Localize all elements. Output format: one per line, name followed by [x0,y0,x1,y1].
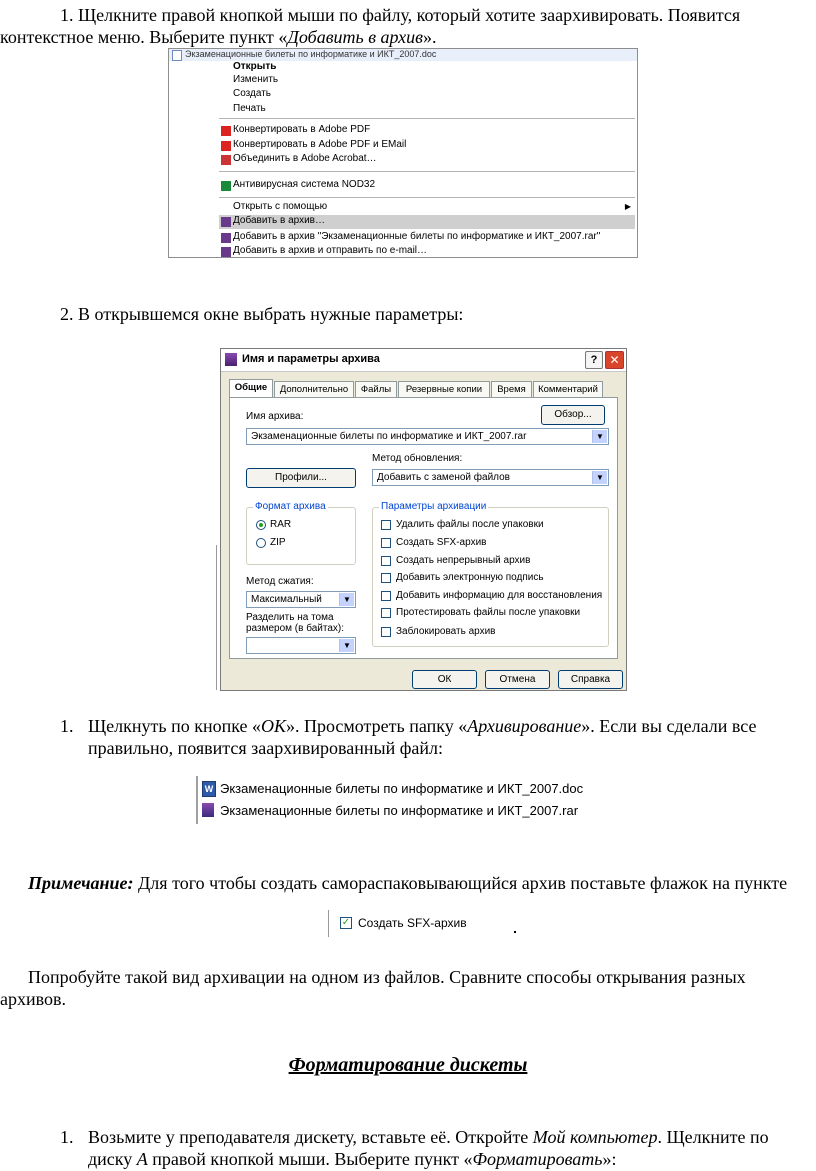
checkbox-lock-label: Заблокировать архив [396,626,496,637]
note-text: Для того чтобы создать самораспаковывающийся архив поставьте флажок на пункте [133,873,788,893]
step1-emphasis: Добавить в архив [287,27,423,47]
menu-item-open-with[interactable]: Открыть с помощью [233,201,328,212]
radio-zip-label: ZIP [270,537,286,548]
checkbox-delete-files[interactable] [381,520,391,530]
nod32-icon [221,181,231,191]
file-label: Экзаменационные билеты по информатике и ИКТ_2007.doc [185,49,437,59]
checkbox-test[interactable] [381,608,391,618]
step4-text-a: Возьмите у преподавателя дискету, вставьте её. Откройте [88,1127,533,1147]
note-label: Примечание: [28,873,134,893]
word-doc-icon: W [202,781,216,797]
try-paragraph: Попробуйте такой вид архивации на одном из файлов. Сравните способы открывания разных архивов. [0,967,746,1009]
update-method-value: Добавить с заменой файлов [377,472,510,483]
format-group [246,501,356,565]
step3-em-folder: Архивирование [467,716,582,736]
step3-number: 1. [60,716,74,736]
step3-text-b: ». Просмотреть папку « [285,716,468,736]
sfx-left-line [328,910,329,937]
step4-number: 1. [60,1127,74,1147]
close-icon[interactable]: ✕ [605,351,624,369]
chevron-down-icon[interactable]: ▼ [592,430,607,443]
file-rar[interactable]: Экзаменационные билеты по информатике и ИКТ_2007.rar [220,803,579,818]
step4-text-b: . Щелкните по диску [88,1127,769,1169]
acrobat-icon [221,155,231,165]
step3-em-ok: ОК [261,716,286,736]
params-group-title: Параметры архивации [381,501,487,512]
winrar-icon [221,217,231,227]
checkbox-delete-files-label: Удалить файлы после упаковки [396,519,544,530]
tab-comment[interactable]: Комментарий [533,381,603,397]
pdf-email-icon [221,141,231,151]
help-button[interactable]: Справка [558,670,623,689]
menu-item-edit[interactable]: Изменить [233,74,279,85]
profiles-button[interactable]: Профили... [246,468,356,488]
step4-text-c: правой кнопкой мыши. Выберите пункт « [147,1149,473,1169]
archive-name-value: Экзаменационные билеты по информатике и ИКТ_2007.rar [251,431,527,442]
menu-item-add-archive[interactable]: Добавить в архив… [233,215,325,226]
checkbox-signature[interactable] [381,573,391,583]
tab-panel [229,397,618,659]
tab-files[interactable]: Файлы [355,381,397,397]
checkbox-test-label: Протестировать файлы после упаковки [396,607,581,618]
file-margin-line [196,776,198,824]
help-icon[interactable]: ? [585,351,603,369]
radio-rar-label: RAR [270,519,292,530]
update-method-label: Метод обновления: [372,453,463,464]
file-doc[interactable]: Экзаменационные билеты по информатике и ИКТ_2007.doc [220,781,584,796]
step2-paragraph: 2. В открывшемся окне выбрать нужные параметры: [60,304,464,324]
checkbox-signature-label: Добавить электронную подпись [396,572,544,583]
dialog-title: Имя и параметры архива [242,353,380,365]
tab-backup[interactable]: Резервные копии [398,381,490,397]
checkbox-solid-label: Создать непрерывный архив [396,555,531,566]
update-method-select[interactable] [372,469,609,486]
compression-select[interactable] [246,591,356,608]
winrar-icon [221,233,231,243]
winrar-archive-icon [202,803,214,817]
split-label: Разделить на тома размером (в байтах): [246,612,345,634]
ok-button[interactable]: ОК [412,670,477,689]
context-menu [168,48,638,258]
split-select[interactable] [246,637,356,654]
winrar-icon [221,247,231,257]
step3-text-a: Щелкнуть по кнопке « [88,716,262,736]
step1-paragraph [0,4,800,48]
compression-label: Метод сжатия: [246,576,314,587]
dialog-titlebar [221,349,626,372]
menu-item-new[interactable]: Создать [233,88,272,99]
archive-name-field[interactable] [246,428,609,445]
step4-text-d: »: [602,1149,617,1169]
menu-item-open[interactable]: Открыть [233,61,277,72]
step1-text: 1. Щелкните правой кнопкой мыши по файлу, который хотите заархивировать. Появится контекстное меню. Выберите пункт « [0,5,741,47]
params-group [372,501,609,647]
chevron-down-icon[interactable]: ▼ [592,471,607,484]
menu-separator [219,171,635,172]
tab-general[interactable]: Общие [229,379,273,397]
sfx-checkbox-image [328,910,513,937]
menu-separator [219,197,635,198]
winrar-icon [225,353,237,366]
menu-item-combine-acrobat[interactable]: Объединить в Adobe Acrobat… [233,153,377,164]
tab-time[interactable]: Время [491,381,532,397]
cancel-button[interactable]: Отмена [485,670,550,689]
checkbox-recovery-label: Добавить информацию для восстановления [396,590,603,601]
note-paragraph [0,872,800,894]
step3-text-c: ». Если вы сделали все правильно, появится заархивированный файл: [88,716,757,758]
step1-end: ». [422,27,437,47]
step4-em-format: Форматировать [472,1149,603,1169]
step4-em-computer: Мой компьютер [532,1127,658,1147]
file-icon [172,50,182,61]
files-list [196,776,616,824]
step3-paragraph [88,715,808,759]
menu-item-add-archive-email[interactable]: Добавить в архив и отправить по e-mail… [233,245,428,256]
left-margin-line [216,545,217,690]
radio-rar[interactable] [256,520,266,530]
compression-value: Максимальный [251,594,322,605]
chevron-down-icon[interactable]: ▼ [339,593,354,606]
menu-separator [219,118,635,119]
checkbox-sfx[interactable] [381,538,391,548]
menu-item-nod32[interactable]: Антивирусная система NOD32 [233,179,376,190]
format-group-title: Формат архива [255,501,326,512]
sfx-checkbox-label: Создать SFX-архив [358,916,467,930]
checkbox-solid[interactable] [381,556,391,566]
menu-item-convert-pdf-email[interactable]: Конвертировать в Adobe PDF и EMail [233,139,407,150]
menu-item-add-archive-named[interactable]: Добавить в архив "Экзаменационные билеты по информатике и ИКТ_2007.rar" [233,231,601,242]
submenu-arrow-icon: ▶ [624,202,631,211]
archive-dialog [220,348,627,691]
check-icon[interactable]: ✓ [341,917,351,928]
pdf-icon [221,126,231,136]
radio-zip[interactable] [256,538,266,548]
step4-em-drive: А [136,1149,148,1169]
checkbox-lock[interactable] [381,627,391,637]
checkbox-sfx-label: Создать SFX-архив [396,537,487,548]
period-mark [514,931,516,933]
section-heading: Форматирование дискеты [288,1054,528,1076]
menu-item-convert-pdf[interactable]: Конвертировать в Adobe PDF [233,124,371,135]
browse-button[interactable]: Обзор... [541,405,605,425]
menu-item-print[interactable]: Печать [233,103,266,114]
tab-advanced[interactable]: Дополнительно [274,381,354,397]
chevron-down-icon[interactable]: ▼ [339,639,354,652]
archive-name-label: Имя архива: [246,411,304,422]
checkbox-recovery[interactable] [381,591,391,601]
step4-paragraph [88,1126,808,1170]
file-row [169,49,638,61]
